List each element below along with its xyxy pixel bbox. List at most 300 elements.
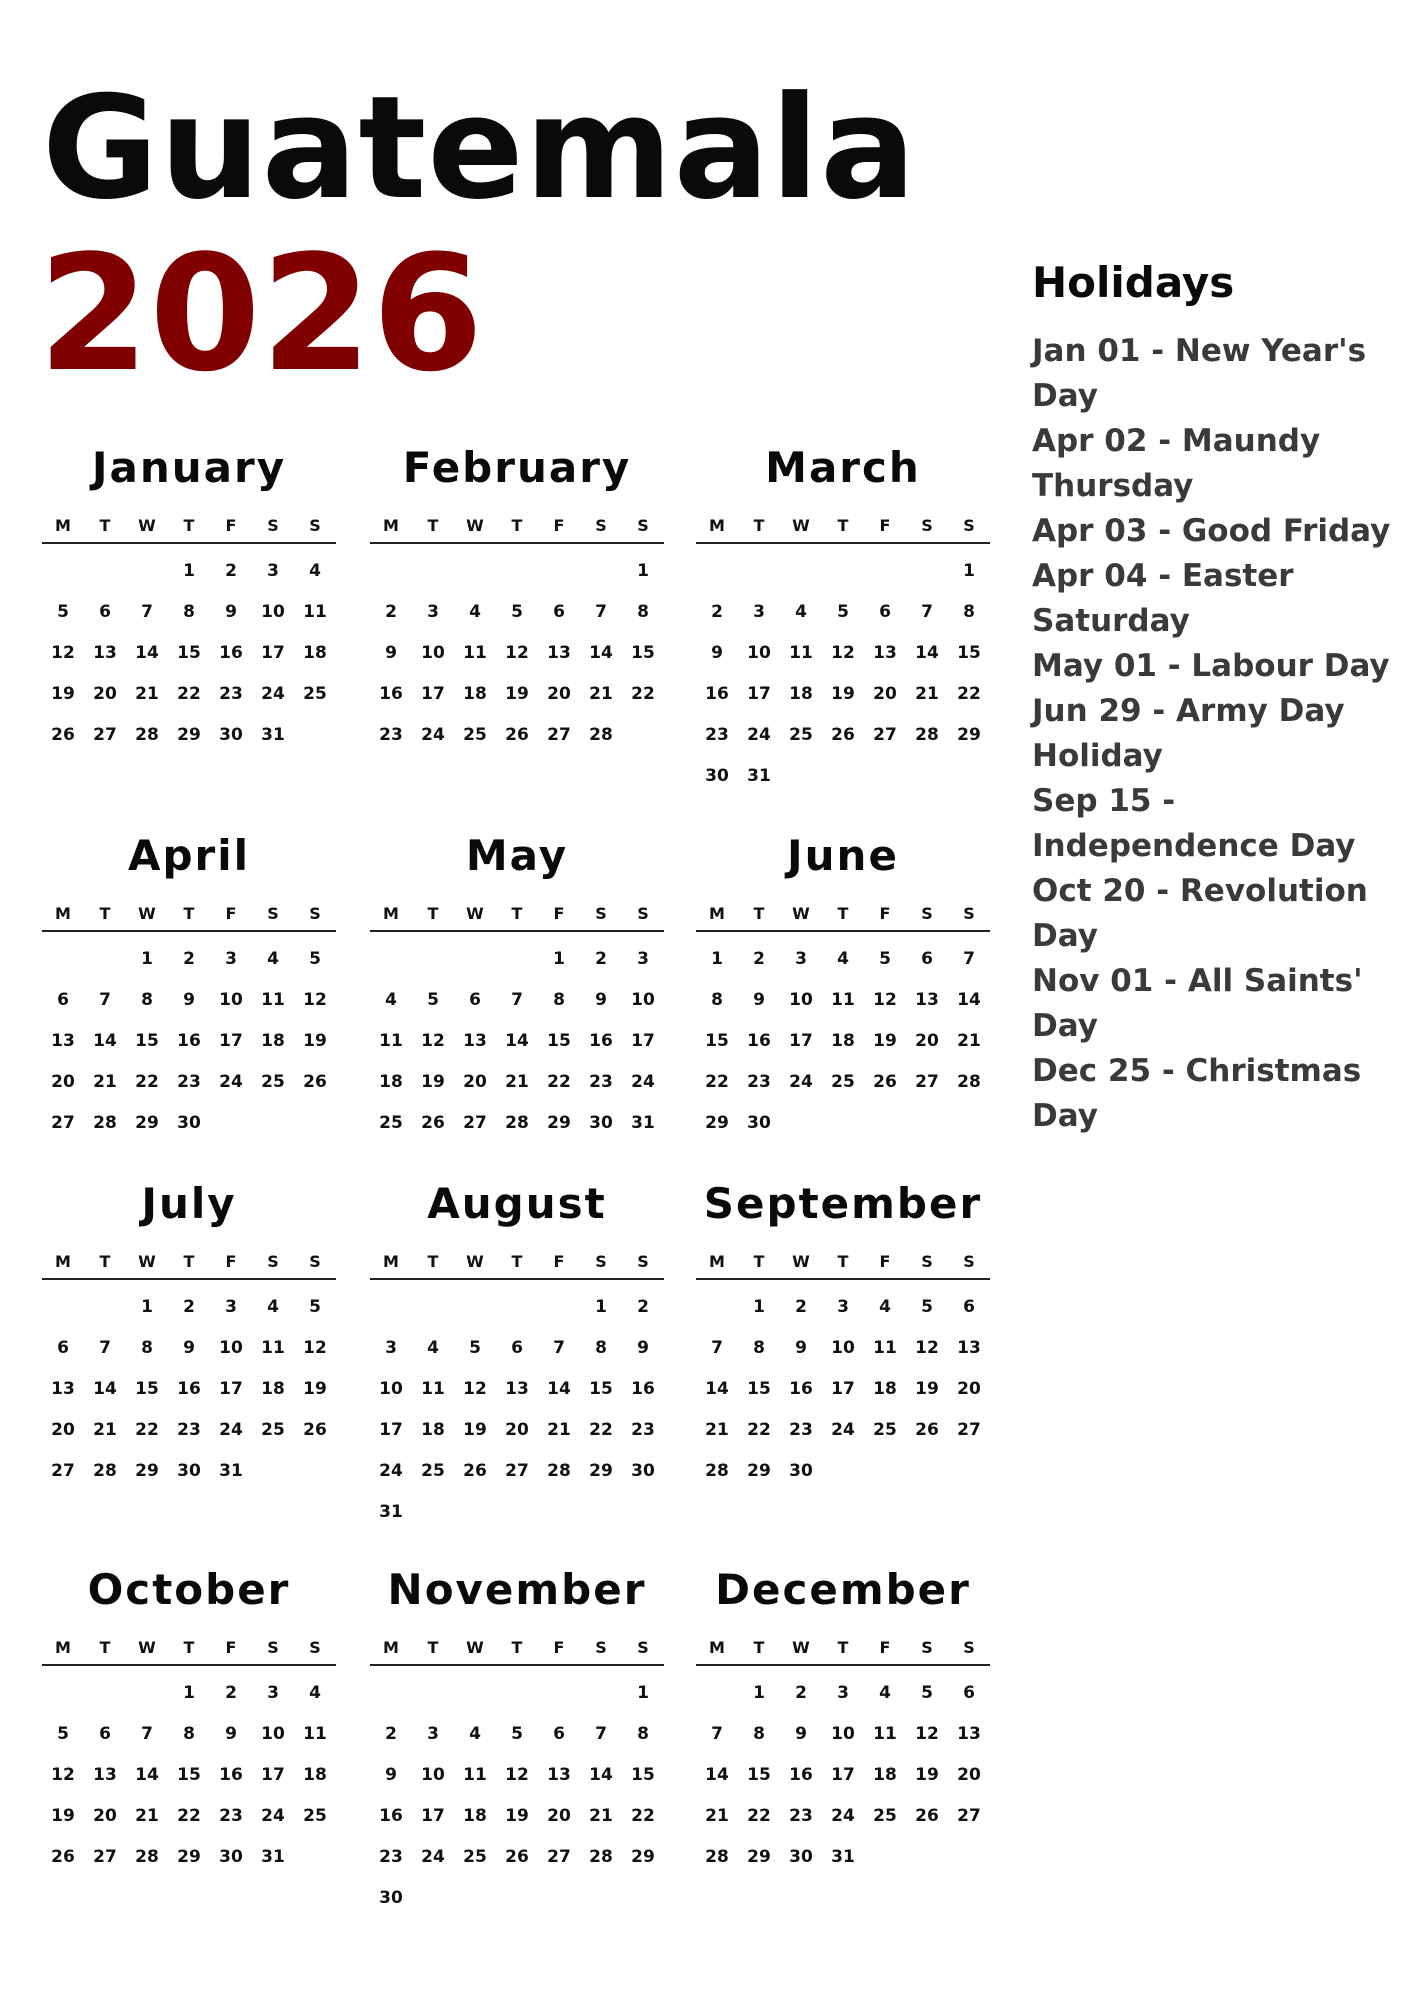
weekday-label: F	[225, 1638, 237, 1657]
weekday-header	[42, 904, 336, 932]
weekday-label: W	[138, 904, 156, 923]
weekday-label: F	[225, 516, 237, 535]
day-cell: 19	[303, 1031, 327, 1051]
day-cell: 20	[547, 1806, 571, 1826]
weekday-label: S	[921, 516, 933, 535]
weekday-label: T	[511, 1638, 523, 1657]
month-october	[42, 1562, 336, 1883]
day-cell: 5	[57, 1724, 69, 1744]
day-cell: 22	[631, 684, 655, 704]
day-cell: 7	[99, 1338, 111, 1358]
day-cell: 19	[831, 684, 855, 704]
day-cell: 12	[873, 990, 897, 1010]
empty-day-cell	[42, 944, 84, 985]
day-cell: 4	[267, 1297, 279, 1317]
month-name: November	[387, 1565, 647, 1614]
empty-day-cell	[496, 944, 538, 985]
weekday-label: W	[792, 516, 810, 535]
day-cell: 14	[93, 1031, 117, 1051]
day-cell: 21	[505, 1072, 529, 1092]
day-cell: 1	[183, 561, 195, 581]
day-cell: 8	[753, 1338, 765, 1358]
day-cell: 11	[789, 643, 813, 663]
day-cell: 7	[141, 1724, 153, 1744]
day-cell: 23	[589, 1072, 613, 1092]
day-cell: 29	[135, 1461, 159, 1481]
day-cell: 20	[957, 1379, 981, 1399]
empty-day-cell	[454, 944, 496, 985]
day-cell: 4	[469, 602, 481, 622]
weekday-label: S	[267, 1638, 279, 1657]
weekday-label: W	[466, 1252, 484, 1271]
day-cell: 28	[505, 1113, 529, 1133]
weekday-label: T	[511, 904, 523, 923]
day-cell: 30	[631, 1461, 655, 1481]
day-cell: 26	[463, 1461, 487, 1481]
day-cell: 11	[379, 1031, 403, 1051]
day-grid	[370, 1678, 664, 1924]
day-cell: 5	[309, 1297, 321, 1317]
weekday-label: W	[138, 1638, 156, 1657]
empty-day-cell	[696, 556, 738, 597]
empty-day-cell	[126, 556, 168, 597]
day-cell: 20	[93, 684, 117, 704]
month-august	[370, 1176, 664, 1538]
day-cell: 10	[261, 1724, 285, 1744]
day-cell: 30	[789, 1461, 813, 1481]
weekday-label: T	[427, 516, 439, 535]
day-cell: 4	[309, 1683, 321, 1703]
weekday-label: T	[99, 904, 111, 923]
day-cell: 8	[183, 602, 195, 622]
day-cell: 19	[51, 1806, 75, 1826]
day-cell: 28	[93, 1113, 117, 1133]
day-cell: 10	[379, 1379, 403, 1399]
empty-day-cell	[496, 1678, 538, 1719]
day-grid	[42, 556, 336, 761]
day-cell: 21	[705, 1420, 729, 1440]
day-cell: 6	[963, 1683, 975, 1703]
holiday-item: Oct 20 - Revolution Day	[1032, 873, 1368, 954]
calendar-year: 2026	[38, 220, 484, 407]
day-cell: 3	[225, 1297, 237, 1317]
day-cell: 5	[837, 602, 849, 622]
empty-day-cell	[696, 1292, 738, 1333]
day-cell: 15	[747, 1379, 771, 1399]
day-cell: 6	[99, 1724, 111, 1744]
day-cell: 2	[753, 949, 765, 969]
day-cell: 28	[589, 1847, 613, 1867]
weekday-label: T	[427, 1638, 439, 1657]
day-cell: 10	[219, 1338, 243, 1358]
day-cell: 28	[589, 725, 613, 745]
day-cell: 6	[553, 1724, 565, 1744]
day-cell: 7	[711, 1724, 723, 1744]
day-cell: 11	[831, 990, 855, 1010]
day-cell: 20	[547, 684, 571, 704]
day-cell: 12	[915, 1724, 939, 1744]
month-name: September	[703, 1179, 983, 1228]
weekday-label: M	[55, 1252, 71, 1271]
holiday-item: May 01 - Labour Day	[1032, 648, 1390, 684]
day-cell: 28	[705, 1847, 729, 1867]
day-cell: 3	[837, 1683, 849, 1703]
day-cell: 15	[631, 1765, 655, 1785]
day-cell: 5	[57, 602, 69, 622]
day-cell: 15	[177, 643, 201, 663]
holiday-item: Sep 15 - Independence Day	[1032, 783, 1356, 864]
weekday-header	[370, 1252, 664, 1280]
day-cell: 7	[595, 602, 607, 622]
day-cell: 26	[421, 1113, 445, 1133]
day-cell: 30	[705, 766, 729, 786]
day-cell: 21	[705, 1806, 729, 1826]
day-cell: 4	[427, 1338, 439, 1358]
day-cell: 10	[261, 602, 285, 622]
day-cell: 11	[303, 602, 327, 622]
day-grid	[696, 944, 990, 1149]
day-cell: 13	[505, 1379, 529, 1399]
day-cell: 13	[51, 1031, 75, 1051]
day-cell: 19	[463, 1420, 487, 1440]
day-cell: 1	[753, 1297, 765, 1317]
day-cell: 27	[957, 1420, 981, 1440]
day-cell: 28	[135, 1847, 159, 1867]
day-cell: 6	[879, 602, 891, 622]
day-cell: 2	[711, 602, 723, 622]
day-cell: 14	[915, 643, 939, 663]
day-cell: 20	[51, 1072, 75, 1092]
month-december	[696, 1562, 990, 1883]
day-cell: 31	[261, 1847, 285, 1867]
day-cell: 30	[789, 1847, 813, 1867]
empty-day-cell	[42, 1678, 84, 1719]
empty-day-cell	[454, 556, 496, 597]
day-cell: 25	[421, 1461, 445, 1481]
empty-day-cell	[454, 1678, 496, 1719]
day-cell: 9	[637, 1338, 649, 1358]
day-cell: 18	[789, 684, 813, 704]
weekday-label: S	[963, 904, 975, 923]
weekday-label: S	[267, 904, 279, 923]
day-cell: 15	[957, 643, 981, 663]
day-cell: 10	[831, 1338, 855, 1358]
day-cell: 20	[51, 1420, 75, 1440]
day-cell: 8	[141, 990, 153, 1010]
day-cell: 25	[303, 684, 327, 704]
day-cell: 17	[219, 1379, 243, 1399]
day-cell: 22	[747, 1806, 771, 1826]
day-cell: 26	[873, 1072, 897, 1092]
day-cell: 29	[177, 725, 201, 745]
day-cell: 3	[753, 602, 765, 622]
day-cell: 3	[427, 1724, 439, 1744]
day-cell: 12	[51, 1765, 75, 1785]
weekday-label: T	[427, 904, 439, 923]
weekday-label: S	[963, 1252, 975, 1271]
day-cell: 8	[637, 1724, 649, 1744]
day-cell: 19	[915, 1765, 939, 1785]
day-cell: 2	[225, 561, 237, 581]
day-cell: 23	[631, 1420, 655, 1440]
day-cell: 17	[219, 1031, 243, 1051]
day-cell: 25	[873, 1806, 897, 1826]
day-cell: 27	[547, 725, 571, 745]
day-cell: 1	[183, 1683, 195, 1703]
weekday-header	[370, 904, 664, 932]
empty-day-cell	[42, 1292, 84, 1333]
day-cell: 7	[595, 1724, 607, 1744]
day-cell: 6	[57, 990, 69, 1010]
day-cell: 21	[589, 1806, 613, 1826]
day-cell: 8	[753, 1724, 765, 1744]
day-cell: 14	[505, 1031, 529, 1051]
day-cell: 16	[747, 1031, 771, 1051]
weekday-label: T	[753, 904, 765, 923]
weekday-header	[696, 904, 990, 932]
day-cell: 30	[379, 1888, 403, 1908]
day-cell: 8	[553, 990, 565, 1010]
day-cell: 18	[421, 1420, 445, 1440]
day-cell: 5	[427, 990, 439, 1010]
empty-day-cell	[580, 1678, 622, 1719]
weekday-label: T	[511, 1252, 523, 1271]
day-cell: 29	[547, 1113, 571, 1133]
weekday-label: S	[637, 516, 649, 535]
weekday-label: M	[709, 1638, 725, 1657]
weekday-label: S	[637, 1252, 649, 1271]
empty-day-cell	[412, 556, 454, 597]
day-cell: 5	[879, 949, 891, 969]
day-grid	[696, 1292, 990, 1497]
day-cell: 25	[463, 1847, 487, 1867]
day-cell: 15	[547, 1031, 571, 1051]
empty-day-cell	[780, 556, 822, 597]
day-cell: 23	[219, 684, 243, 704]
day-cell: 26	[915, 1806, 939, 1826]
day-cell: 18	[261, 1031, 285, 1051]
empty-day-cell	[84, 1292, 126, 1333]
month-name: May	[465, 831, 569, 880]
month-june	[696, 828, 990, 1149]
month-january	[42, 440, 336, 761]
day-grid	[370, 556, 664, 761]
day-cell: 23	[789, 1806, 813, 1826]
day-cell: 16	[631, 1379, 655, 1399]
holiday-item: Nov 01 - All Saints' Day	[1032, 963, 1363, 1044]
month-name: January	[91, 443, 287, 492]
day-cell: 24	[831, 1806, 855, 1826]
day-cell: 27	[463, 1113, 487, 1133]
day-cell: 5	[511, 1724, 523, 1744]
day-cell: 2	[637, 1297, 649, 1317]
day-cell: 11	[421, 1379, 445, 1399]
day-cell: 29	[747, 1847, 771, 1867]
day-cell: 6	[553, 602, 565, 622]
day-cell: 11	[463, 1765, 487, 1785]
day-cell: 2	[795, 1683, 807, 1703]
day-cell: 6	[99, 602, 111, 622]
day-cell: 9	[183, 1338, 195, 1358]
day-cell: 17	[421, 684, 445, 704]
weekday-label: W	[138, 516, 156, 535]
weekday-label: S	[595, 1638, 607, 1657]
day-grid	[370, 1292, 664, 1538]
day-cell: 27	[93, 725, 117, 745]
day-cell: 25	[379, 1113, 403, 1133]
day-cell: 5	[309, 949, 321, 969]
day-cell: 27	[873, 725, 897, 745]
day-cell: 11	[463, 643, 487, 663]
day-cell: 14	[957, 990, 981, 1010]
day-cell: 25	[303, 1806, 327, 1826]
weekday-label: W	[792, 904, 810, 923]
weekday-label: F	[225, 904, 237, 923]
holidays-title: Holidays	[1032, 258, 1235, 307]
day-cell: 7	[99, 990, 111, 1010]
month-march	[696, 440, 990, 802]
empty-day-cell	[454, 1292, 496, 1333]
day-cell: 7	[921, 602, 933, 622]
weekday-label: T	[427, 1252, 439, 1271]
weekday-label: S	[267, 1252, 279, 1271]
weekday-header	[42, 516, 336, 544]
weekday-label: S	[309, 1252, 321, 1271]
day-cell: 16	[789, 1765, 813, 1785]
day-cell: 17	[789, 1031, 813, 1051]
month-february	[370, 440, 664, 761]
day-cell: 11	[261, 1338, 285, 1358]
day-cell: 1	[711, 949, 723, 969]
empty-day-cell	[84, 1678, 126, 1719]
weekday-label: S	[309, 1638, 321, 1657]
weekday-label: W	[466, 1638, 484, 1657]
day-cell: 13	[51, 1379, 75, 1399]
weekday-label: W	[792, 1638, 810, 1657]
day-cell: 11	[261, 990, 285, 1010]
day-cell: 15	[135, 1031, 159, 1051]
day-cell: 16	[177, 1379, 201, 1399]
day-grid	[42, 1292, 336, 1497]
weekday-label: W	[466, 904, 484, 923]
day-cell: 20	[93, 1806, 117, 1826]
day-cell: 24	[219, 1072, 243, 1092]
day-cell: 16	[379, 1806, 403, 1826]
day-cell: 5	[921, 1683, 933, 1703]
weekday-label: F	[553, 1252, 565, 1271]
day-cell: 9	[225, 602, 237, 622]
day-cell: 26	[915, 1420, 939, 1440]
day-cell: 30	[589, 1113, 613, 1133]
day-cell: 28	[93, 1461, 117, 1481]
day-cell: 1	[141, 949, 153, 969]
day-cell: 4	[469, 1724, 481, 1744]
day-cell: 3	[637, 949, 649, 969]
day-cell: 27	[957, 1806, 981, 1826]
day-cell: 1	[753, 1683, 765, 1703]
weekday-label: F	[879, 1252, 891, 1271]
month-name: April	[127, 831, 251, 880]
day-cell: 3	[427, 602, 439, 622]
empty-day-cell	[864, 556, 906, 597]
day-cell: 1	[637, 1683, 649, 1703]
day-cell: 1	[141, 1297, 153, 1317]
weekday-header	[696, 516, 990, 544]
day-cell: 15	[705, 1031, 729, 1051]
day-cell: 22	[177, 684, 201, 704]
day-cell: 26	[505, 1847, 529, 1867]
empty-day-cell	[738, 556, 780, 597]
day-cell: 13	[93, 643, 117, 663]
day-cell: 17	[421, 1806, 445, 1826]
weekday-label: F	[225, 1252, 237, 1271]
day-cell: 18	[463, 684, 487, 704]
day-cell: 10	[789, 990, 813, 1010]
month-name: June	[787, 831, 899, 880]
day-cell: 26	[303, 1072, 327, 1092]
day-cell: 21	[589, 684, 613, 704]
day-cell: 12	[915, 1338, 939, 1358]
day-cell: 14	[705, 1765, 729, 1785]
day-cell: 4	[837, 949, 849, 969]
day-cell: 10	[421, 643, 445, 663]
day-cell: 25	[261, 1072, 285, 1092]
day-cell: 8	[711, 990, 723, 1010]
weekday-label: F	[553, 1638, 565, 1657]
day-cell: 3	[795, 949, 807, 969]
weekday-label: S	[309, 904, 321, 923]
day-cell: 24	[747, 725, 771, 745]
month-name: December	[715, 1565, 971, 1614]
weekday-header	[42, 1252, 336, 1280]
day-cell: 31	[379, 1502, 403, 1522]
day-cell: 6	[511, 1338, 523, 1358]
day-cell: 18	[303, 643, 327, 663]
day-cell: 14	[93, 1379, 117, 1399]
weekday-label: M	[383, 904, 399, 923]
day-cell: 13	[957, 1724, 981, 1744]
empty-day-cell	[538, 1678, 580, 1719]
weekday-label: S	[963, 516, 975, 535]
weekday-label: T	[99, 1638, 111, 1657]
day-cell: 27	[51, 1461, 75, 1481]
empty-day-cell	[496, 556, 538, 597]
day-cell: 22	[747, 1420, 771, 1440]
weekday-label: T	[753, 516, 765, 535]
day-cell: 23	[177, 1072, 201, 1092]
weekday-label: T	[183, 516, 195, 535]
day-cell: 2	[595, 949, 607, 969]
day-cell: 3	[267, 561, 279, 581]
day-cell: 15	[589, 1379, 613, 1399]
month-may	[370, 828, 664, 1149]
day-cell: 24	[421, 725, 445, 745]
month-name: August	[427, 1179, 607, 1228]
day-grid	[42, 944, 336, 1149]
day-cell: 16	[705, 684, 729, 704]
day-cell: 30	[747, 1113, 771, 1133]
weekday-label: M	[709, 904, 725, 923]
day-cell: 2	[183, 949, 195, 969]
day-cell: 23	[747, 1072, 771, 1092]
weekday-label: S	[595, 1252, 607, 1271]
day-grid	[696, 1678, 990, 1883]
day-cell: 28	[915, 725, 939, 745]
day-cell: 31	[261, 725, 285, 745]
weekday-label: S	[921, 1638, 933, 1657]
day-cell: 23	[379, 725, 403, 745]
day-cell: 4	[309, 561, 321, 581]
